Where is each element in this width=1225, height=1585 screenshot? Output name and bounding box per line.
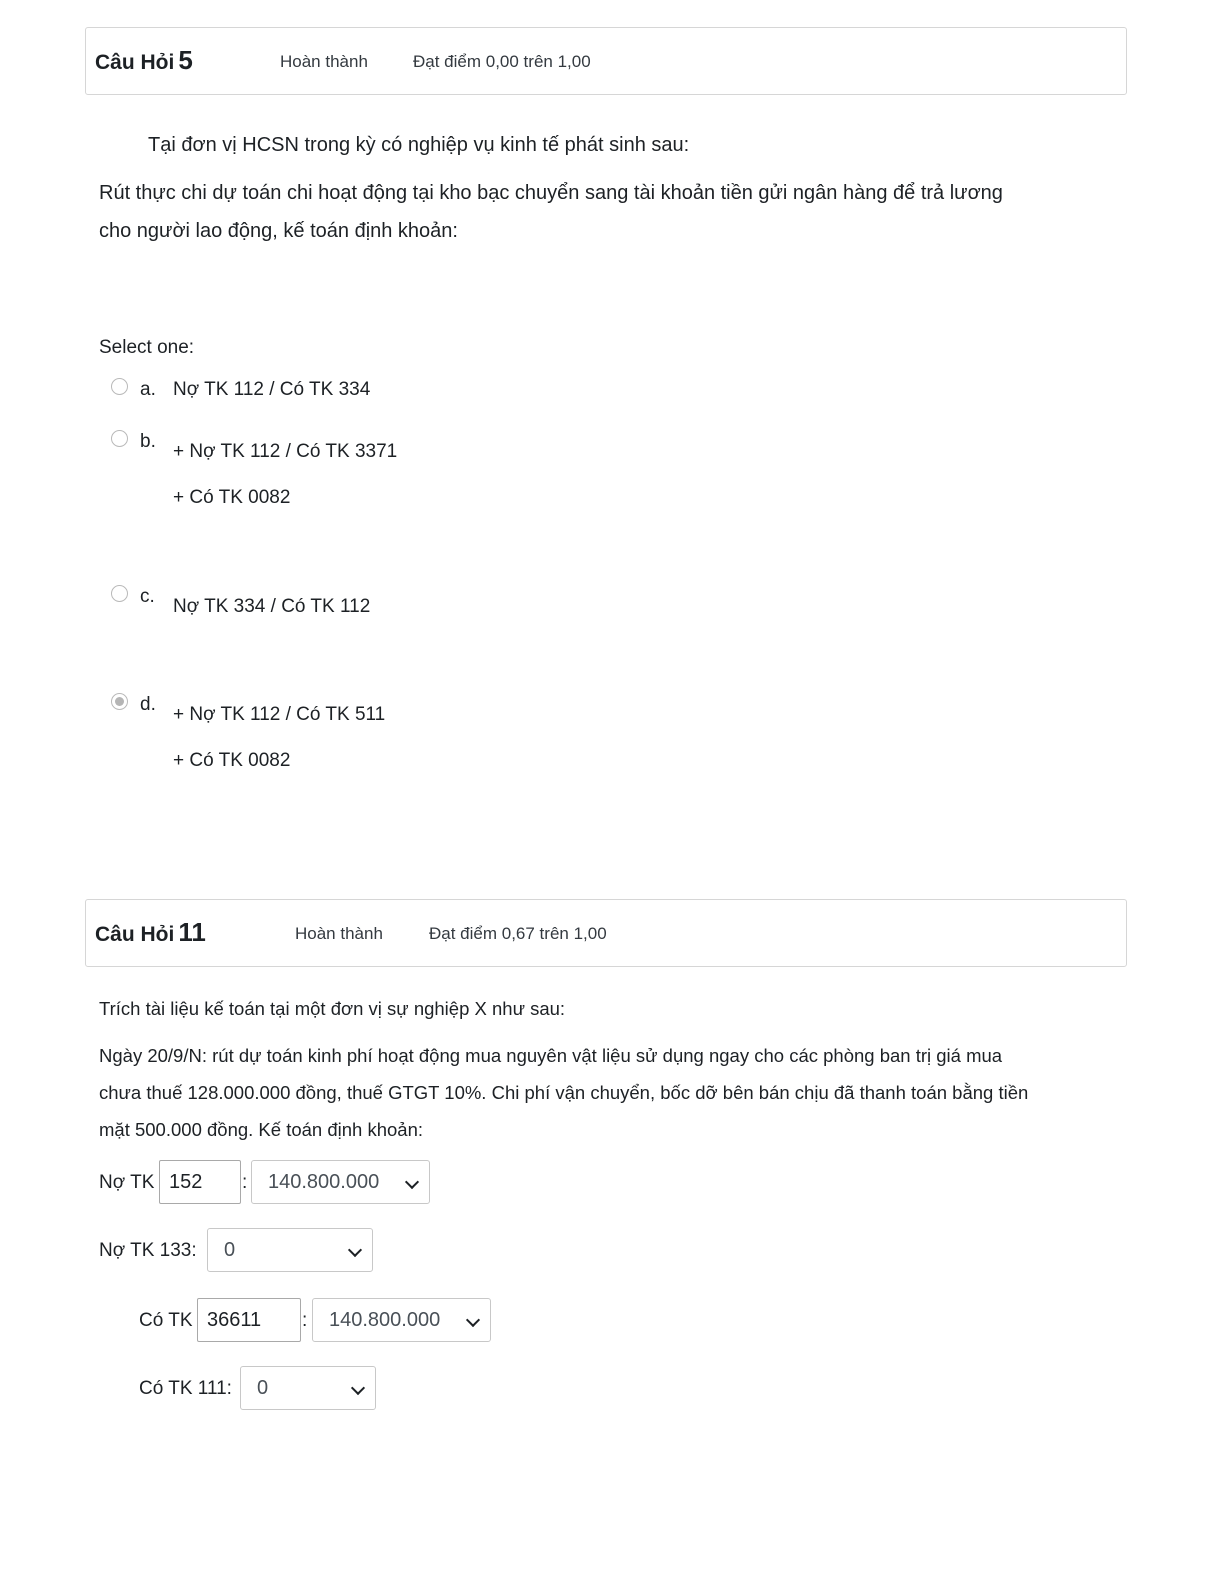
question-5-header	[85, 27, 1127, 95]
option-c-letter: c.	[140, 586, 155, 607]
option-d-text-line-2[interactable]: + Có TK 0082	[173, 750, 291, 771]
question-grade: Đạt điểm 0,00 trên 1,00	[413, 52, 591, 71]
question-label: Câu Hỏi	[95, 51, 175, 74]
chevron-down-icon	[466, 1313, 480, 1327]
question-title	[95, 917, 206, 948]
question-11-header	[85, 899, 1127, 967]
credit-account-label: Có TK	[139, 1310, 193, 1331]
option-b-radio[interactable]	[111, 430, 128, 447]
select-value: 0	[224, 1239, 236, 1261]
separator-colon: :	[242, 1172, 248, 1193]
option-d-letter: d.	[140, 694, 156, 715]
credit-account-input[interactable]: 36611	[197, 1298, 301, 1342]
option-d-radio[interactable]	[111, 693, 128, 710]
option-a-text[interactable]: Nợ TK 112 / Có TK 334	[173, 379, 371, 400]
select-value: 0	[257, 1377, 269, 1399]
separator-colon: :	[302, 1310, 308, 1331]
question-intro: Tại đơn vị HCSN trong kỳ có nghiệp vụ kinh tế phát sinh sau:	[148, 134, 690, 156]
select-one-prompt: Select one:	[99, 337, 195, 358]
question-text-line-1: Rút thực chi dự toán chi hoạt động tại kho bạc chuyển sang tài khoản tiền gửi ngân hàng để trả lương	[99, 182, 1003, 204]
option-b-text-line-1[interactable]: + Nợ TK 112 / Có TK 3371	[173, 441, 398, 462]
option-d-text-line-1[interactable]: + Nợ TK 112 / Có TK 511	[173, 704, 386, 725]
debit-account-label: Nợ TK	[99, 1172, 155, 1193]
debit-account-input[interactable]: 152	[159, 1160, 241, 1204]
option-b-text-line-2[interactable]: + Có TK 0082	[173, 487, 291, 508]
chevron-down-icon	[351, 1381, 365, 1395]
question-text-line-3: mặt 500.000 đồng. Kế toán định khoản:	[99, 1119, 424, 1140]
question-text-line-2: chưa thuế 128.000.000 đồng, thuế GTGT 10%. Chi phí vận chuyển, bốc dỡ bên bán chịu đã thanh toán bằng tiền	[99, 1082, 1029, 1103]
question-intro: Trích tài liệu kế toán tại một đơn vị sự nghiệp X như sau:	[99, 998, 566, 1019]
question-title	[95, 45, 193, 76]
question-label: Câu Hỏi	[95, 923, 175, 946]
question-number: 5	[178, 45, 193, 75]
question-grade: Đạt điểm 0,67 trên 1,00	[429, 924, 607, 943]
option-c-text[interactable]: Nợ TK 334 / Có TK 112	[173, 596, 371, 617]
question-text-line-1: Ngày 20/9/N: rút dự toán kinh phí hoạt động mua nguyên vật liệu sử dụng ngay cho các phòng ban trị giá mua	[99, 1045, 1003, 1066]
select-value: 140.800.000	[268, 1171, 380, 1193]
question-number: 11	[178, 917, 206, 947]
debit-133-amount-select[interactable]	[207, 1228, 373, 1272]
option-a-radio[interactable]	[111, 378, 128, 395]
credit-amount-select[interactable]	[312, 1298, 491, 1342]
option-a-letter: a.	[140, 379, 156, 400]
chevron-down-icon	[348, 1243, 362, 1257]
option-c-radio[interactable]	[111, 585, 128, 602]
option-b-letter: b.	[140, 431, 156, 452]
credit-111-label: Có TK 111:	[139, 1378, 232, 1399]
debit-133-label: Nợ TK 133:	[99, 1240, 197, 1261]
credit-111-amount-select[interactable]	[240, 1366, 376, 1410]
debit-amount-select[interactable]	[251, 1160, 430, 1204]
question-text-line-2: cho người lao động, kế toán định khoản:	[99, 220, 458, 242]
select-value: 140.800.000	[329, 1309, 441, 1331]
chevron-down-icon	[405, 1175, 419, 1189]
question-state: Hoàn thành	[280, 52, 368, 71]
question-state: Hoàn thành	[295, 924, 383, 943]
